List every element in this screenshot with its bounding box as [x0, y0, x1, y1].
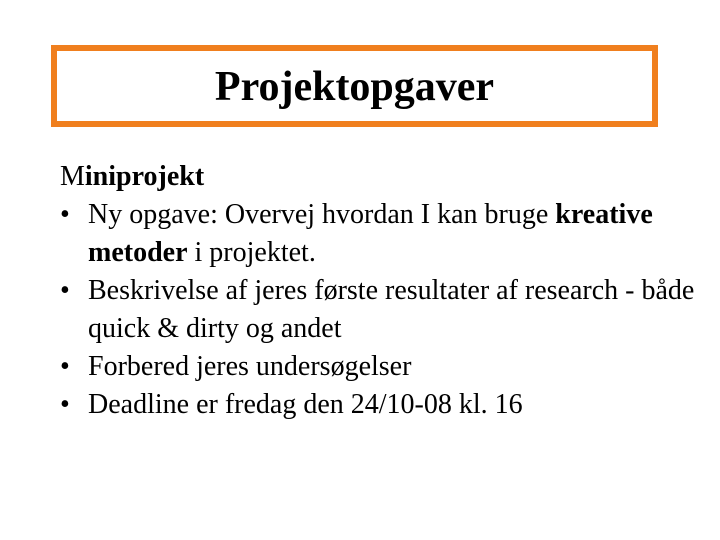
bullet-text-bold: kreative metoder	[88, 199, 653, 268]
bullet-icon: •	[60, 275, 70, 306]
bullet-text: Beskrivelse af jeres første resultater af research - både quick & dirty og andet	[88, 275, 695, 344]
bullet-item	[60, 196, 700, 272]
slide-title: Projektopgaver	[214, 64, 495, 110]
section-heading-initial: M	[60, 161, 85, 192]
bullet-text: Deadline er fredag den 24/10-08 kl. 16	[88, 389, 523, 420]
bullet-list	[60, 196, 700, 424]
bullet-text: i projektet.	[187, 237, 316, 268]
bullet-icon: •	[60, 199, 70, 230]
bullet-text: Ny opgave: Overvej hvordan I kan bruge	[88, 199, 556, 230]
bullet-item	[60, 348, 700, 386]
slide-content	[60, 158, 700, 424]
bullet-item	[60, 272, 700, 348]
bullet-text: Forbered jeres undersøgelser	[88, 351, 412, 382]
bullet-icon: •	[60, 351, 70, 382]
title-box	[51, 45, 658, 127]
section-heading-rest: iniprojekt	[84, 161, 205, 192]
bullet-item	[60, 386, 700, 424]
section-heading	[60, 158, 700, 196]
bullet-icon: •	[60, 389, 70, 420]
